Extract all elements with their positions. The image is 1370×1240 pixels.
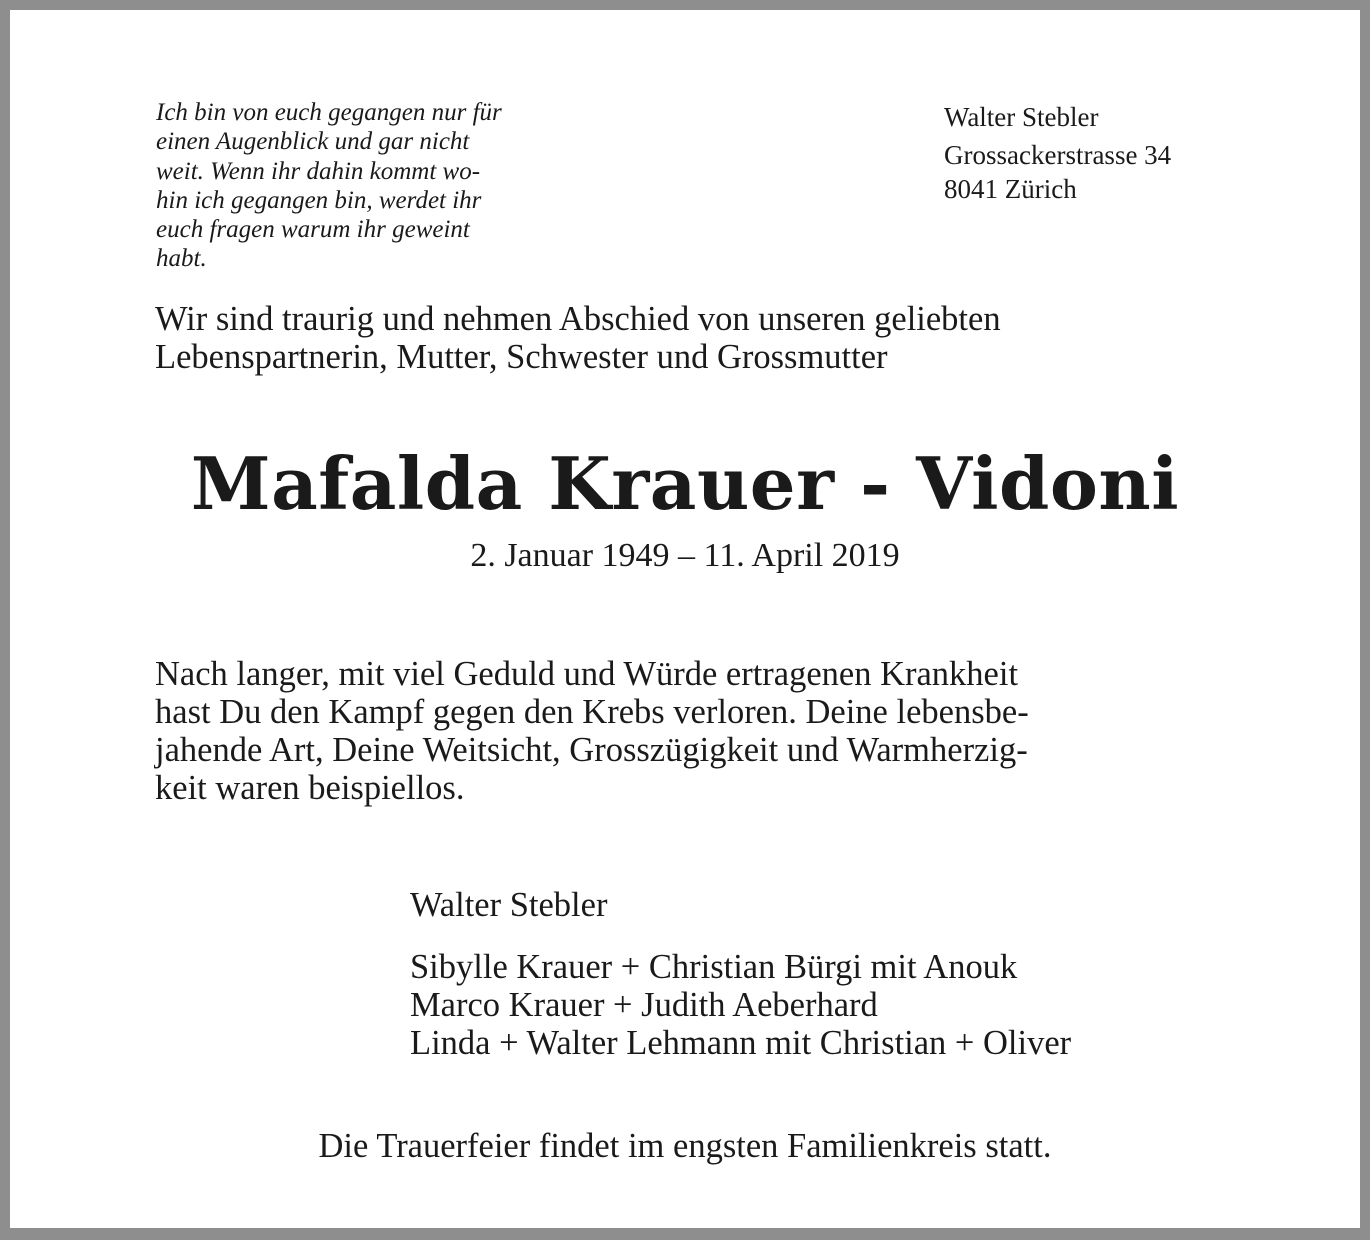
address-sender: Walter Stebler	[944, 102, 1099, 132]
sender-address	[944, 98, 1171, 208]
deceased-name: Mafalda Krauer - Vidoni	[190, 441, 1180, 526]
intro-text: Wir sind traurig und nehmen Abschied von unseren geliebten Lebenspartnerin, Mutter, Schwester und Grossmutter	[155, 300, 1001, 376]
address-city: 8041 Zürich	[944, 174, 1077, 204]
closing-note: Die Trauerfeier findet im engsten Familienkreis statt.	[318, 1127, 1052, 1165]
poem-quote: Ich bin von euch gegangen nur für einen Augenblick und gar nicht weit. Wenn ihr dahin kommt wo- hin ich gegangen bin, werdet ihr euch fragen warum ihr geweint habt.	[156, 99, 502, 273]
message-text: Nach langer, mit viel Geduld und Würde ertragenen Krankheit hast Du den Kampf gegen den Krebs verloren. Deine lebensbe- jahende Art, Deine Weitsicht, Grosszügigkeit und Warmherzig- keit waren beispiellos.	[155, 655, 1029, 807]
mourner-row: Sibylle Krauer + Christian Bürgi mit Anouk	[410, 948, 1018, 986]
mourner-primary: Walter Stebler	[410, 886, 608, 924]
mourner-row: Linda + Walter Lehmann mit Christian + Oliver	[410, 1024, 1072, 1062]
mourner-row: Marco Krauer + Judith Aeberhard	[410, 986, 878, 1024]
life-dates: 2. Januar 1949 – 11. April 2019	[470, 537, 900, 574]
obituary-page	[10, 10, 1360, 1228]
mourners-list	[410, 886, 1310, 1062]
address-street: Grossackerstrasse 34	[944, 140, 1172, 170]
